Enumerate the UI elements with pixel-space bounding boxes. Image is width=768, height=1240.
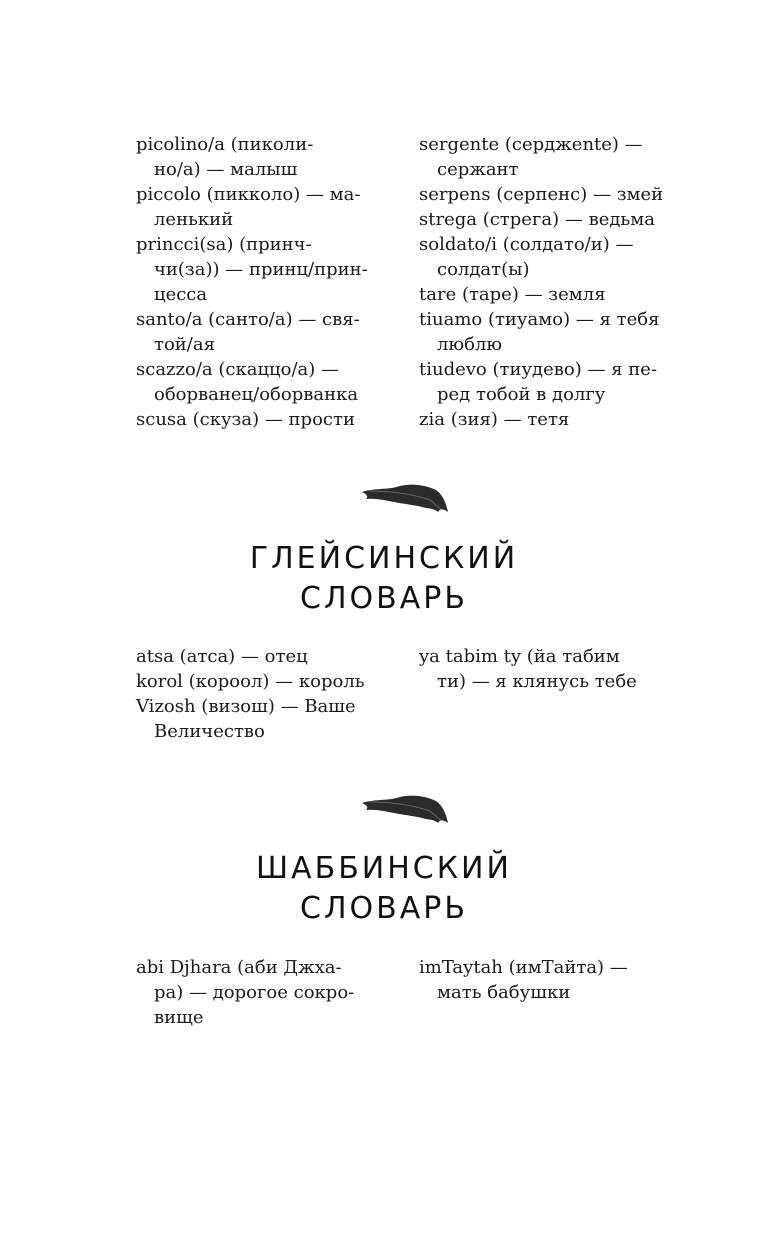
glossary-entry-line: ра) — дорогое сокро- (154, 982, 355, 1003)
section-heading-gleisin (0, 539, 768, 619)
glossary-entry (136, 694, 419, 744)
glossary-column-left (136, 132, 419, 432)
glossary-entry-line: ти) — я клянусь тебе (437, 671, 637, 692)
glossary-entry-line: korol (короол) — король (136, 671, 365, 692)
glossary-column-left (136, 955, 419, 1030)
glossary-column-right (419, 644, 676, 744)
glossary-entry (136, 182, 419, 232)
glossary-entry-line: сержант (437, 159, 519, 180)
glossary-entry (136, 407, 419, 432)
glossary-entry (136, 955, 419, 1030)
glossary-italian (136, 132, 676, 432)
glossary-entry-line: scusa (скуза) — прости (136, 409, 355, 430)
glossary-entry (419, 207, 676, 232)
glossary-entry (419, 307, 676, 357)
glossary-entry-line: люблю (437, 334, 503, 355)
glossary-gleisin (136, 644, 676, 744)
glossary-entry (419, 182, 676, 207)
glossary-entry-line: но/а) — малыш (154, 159, 298, 180)
glossary-entry-line: ленький (154, 209, 234, 230)
glossary-entry (136, 644, 419, 669)
glossary-entry-line: atsa (атса) — отец (136, 646, 308, 667)
glossary-entry (136, 132, 419, 182)
glossary-entry-line: piccolo (пикколо) — ма- (136, 184, 361, 205)
glossary-entry-line: tare (таре) — земля (419, 284, 606, 305)
glossary-entry-line: abi Djhara (аби Джха- (136, 957, 342, 978)
glossary-column-right (419, 132, 676, 432)
heading-line: ГЛЕЙСИНСКИЙ (249, 541, 519, 576)
glossary-entry (419, 357, 676, 407)
glossary-entry (419, 132, 676, 182)
glossary-entry-line: цесса (154, 284, 208, 305)
glossary-entry (136, 669, 419, 694)
glossary-entry-line: ya tabim ty (йа табим (419, 646, 620, 667)
glossary-entry-line: tiuamo (тиуамо) — я тебя (419, 309, 660, 330)
glossary-entry (419, 407, 676, 432)
glossary-entry-line: оборванец/оборванка (154, 384, 359, 405)
glossary-entry-line: imTaytah (имТайта) — (419, 957, 628, 978)
glossary-entry-line: sergente (серджente) — (419, 134, 643, 155)
glossary-entry (136, 357, 419, 407)
glossary-entry-line: scazzo/a (скаццо/а) — (136, 359, 339, 380)
glossary-column-left (136, 644, 419, 744)
heading-line: СЛОВАРЬ (300, 891, 468, 926)
glossary-entry-line: soldato/i (солдато/и) — (419, 234, 634, 255)
glossary-entry-line: princci(sa) (принч- (136, 234, 312, 255)
glossary-entry-line: чи(за)) — принц/прин- (154, 259, 368, 280)
glossary-entry-line: serpens (серпенс) — змей (419, 184, 664, 205)
glossary-entry-line: Величество (154, 721, 265, 742)
glossary-entry-line: santo/a (санто/а) — свя- (136, 309, 360, 330)
glossary-entry-line: ред тобой в долгу (437, 384, 606, 405)
glossary-entry-line: zia (зия) — тетя (419, 409, 570, 430)
glossary-entry (419, 955, 676, 1005)
feather-icon (360, 793, 450, 833)
glossary-entry (419, 282, 676, 307)
glossary-entry (136, 307, 419, 357)
glossary-entry (419, 644, 676, 694)
glossary-entry-line: солдат(ы) (437, 259, 530, 280)
feather-icon (360, 482, 450, 522)
glossary-entry-line: strega (стрега) — ведьма (419, 209, 655, 230)
glossary-shabbin (136, 955, 676, 1030)
heading-line: ШАББИНСКИЙ (256, 851, 512, 886)
heading-line: СЛОВАРЬ (300, 581, 468, 616)
section-heading-shabbin (0, 849, 768, 929)
glossary-entry-line: Vizosh (визош) — Ваше (136, 696, 356, 717)
glossary-entry-line: tiudevo (тиудево) — я пе- (419, 359, 658, 380)
glossary-entry (136, 232, 419, 307)
glossary-entry-line: той/ая (154, 334, 215, 355)
glossary-entry-line: picolino/a (пиколи- (136, 134, 314, 155)
glossary-column-right (419, 955, 676, 1030)
glossary-entry (419, 232, 676, 282)
glossary-entry-line: вище (154, 1007, 204, 1028)
glossary-entry-line: мать бабушки (437, 982, 571, 1003)
